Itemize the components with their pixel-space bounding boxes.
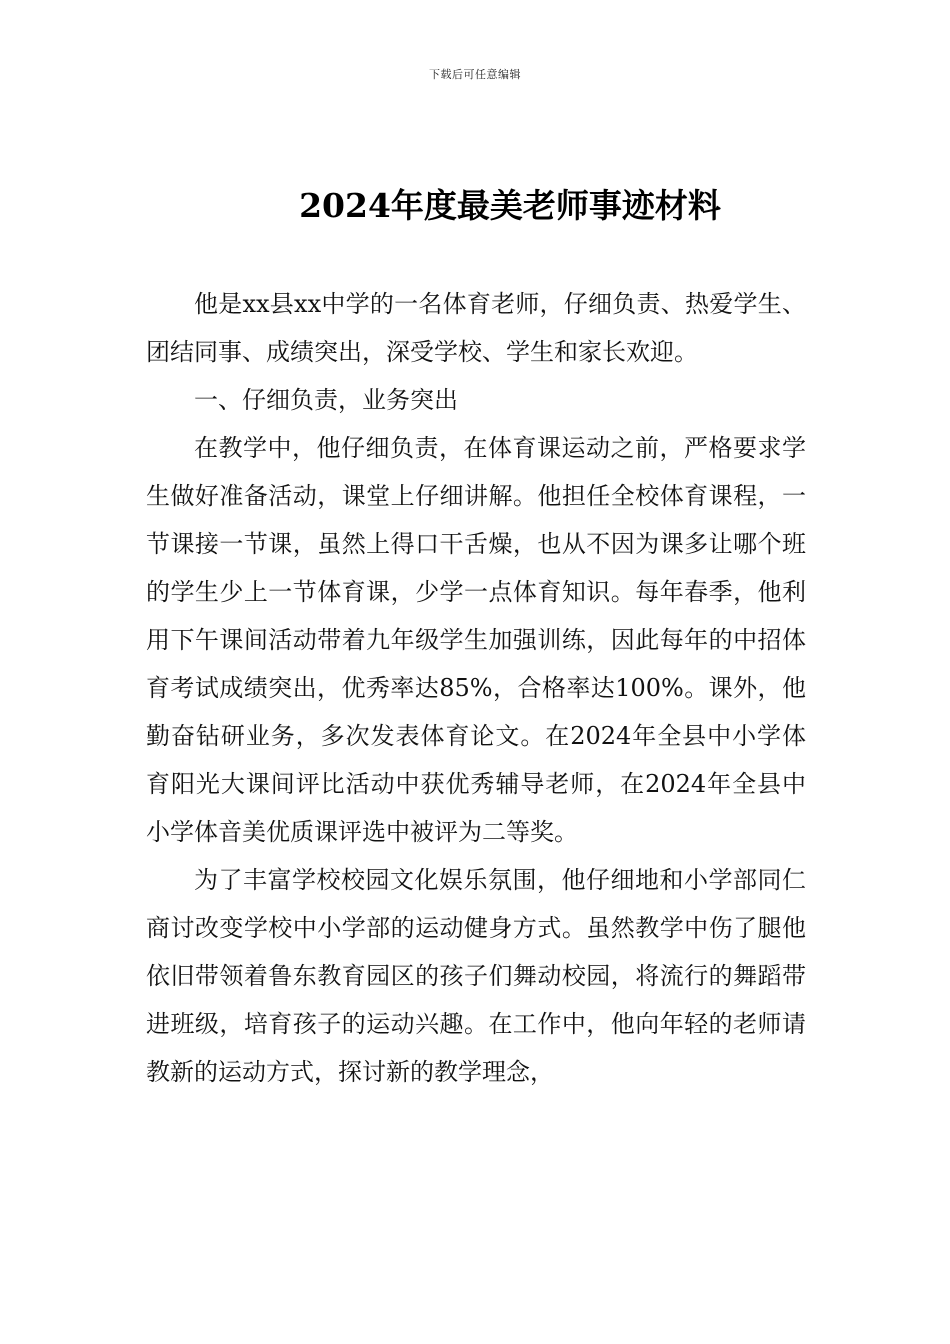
document-body	[146, 280, 806, 1096]
section-heading: 一、仔细负责，业务突出	[194, 386, 458, 414]
paragraph-teaching: 在教学中，他仔细负责，在体育课运动之前，严格要求学生做好准备活动，课堂上仔细讲解。他担任全校体育课程，一节课接一节课，虽然上得口干舌燥，也从不因为课多让哪个班的学生少上一节体育课，少学一点体育知识。每年春季，他利用下午课间活动带着九年级学生加强训练，因此每年的中招体育考试成绩突出，优秀率达85%，合格率达100%。课外，他勤奋钻研业务，多次发表体育论文。在2024年全县中小学体育阳光大课间评比活动中获优秀辅导老师，在2024年全县中小学体音美优质课评选中被评为二等奖。	[146, 434, 806, 846]
paragraph-campus-culture: 为了丰富学校校园文化娱乐氛围，他仔细地和小学部同仁商讨改变学校中小学部的运动健身方式。虽然教学中伤了腿他依旧带领着鲁东教育园区的孩子们舞动校园，将流行的舞蹈带进班级，培育孩子的运动兴趣。在工作中，他向年轻的老师请教新的运动方式，探讨新的教学理念，	[146, 866, 806, 1086]
document-title: 2024年度最美老师事迹材料	[299, 186, 721, 225]
paragraph-intro: 他是xx县xx中学的一名体育老师，仔细负责、热爱学生、团结同事、成绩突出，深受学校、学生和家长欢迎。	[146, 290, 806, 366]
header-note: 下载后可任意编辑	[429, 68, 521, 81]
